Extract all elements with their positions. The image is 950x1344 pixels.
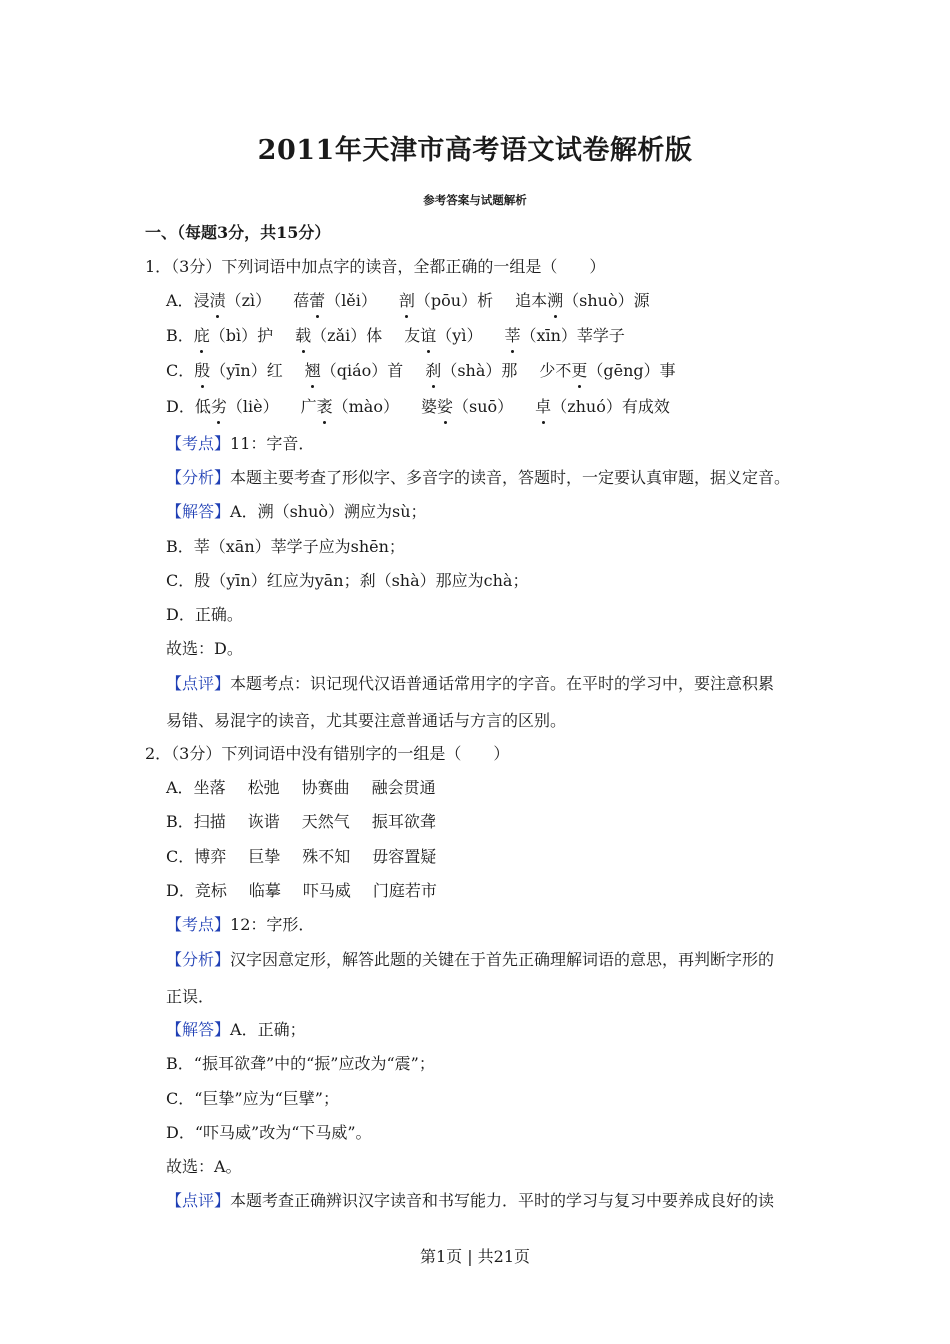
dotted-char: 谊 [420,326,437,345]
dianping-text: 本题考点：识记现代汉语普通话常用字的字音。在平时的学习中，要注意积累 [230,674,775,693]
dotted-char: 庇 [193,326,210,345]
word-part: 广 [300,397,317,416]
word: 毋容置疑 [372,847,437,866]
q1-answer: 故选：D。 [166,639,243,658]
word: 门庭若市 [372,881,437,900]
q2-jieda-d: D．“吓马威”改为“下马威”。 [166,1123,372,1142]
page-footer: 第1页 | 共21页 [419,1247,531,1266]
dianping-text: 本题考查正确辨识汉字读音和书写能力．平时的学习与复习中要养成良好的读 [230,1191,775,1210]
page-subtitle: 参考答案与试题解析 [423,193,527,207]
dotted-char: 渍 [209,291,226,310]
option-label: C． [166,847,195,866]
dotted-char: 溯 [547,291,564,310]
fenxi-text: 本题主要考查了形似字、多音字的读音，答题时，一定要认真审题，据义定音。 [230,468,791,487]
dotted-char: 刹 [425,361,442,380]
q2-answer: 故选：A。 [166,1157,242,1176]
pinyin: （mào） [332,397,399,416]
kaodian-tag: 【考点】 [166,915,231,934]
pinyin: （shà）那 [441,361,518,380]
pinyin: （pōu）析 [414,291,494,310]
dotted-char: 载 [295,326,312,345]
dotted-char: 殷 [194,361,211,380]
section-heading: 一、（每题3分，共15分） [145,223,331,242]
jieda-tag: 【解答】 [166,502,231,521]
jieda-tag: 【解答】 [166,1020,231,1039]
word-part: 追本 [515,291,548,310]
jieda-text: A．溯（shuò）溯应为sù； [230,502,427,521]
q1-dianping-cont: 易错、易混字的读音，尤其要注意普通话与方言的区别。 [166,711,567,730]
q2-jieda-b: B．“振耳欲聋”中的“振”应改为“震”； [166,1054,435,1073]
dotted-char: 劣 [210,397,227,416]
jieda-text: A．正确； [230,1020,306,1039]
pinyin: （shuò）源 [563,291,650,310]
q1-jieda-d: D．正确。 [166,605,243,624]
dotted-char: 翘 [304,361,321,380]
pinyin: （yīn）红 [210,361,283,380]
dotted-char: 蕾 [309,291,326,310]
pinyin: （liè） [226,397,279,416]
word: 天然气 [301,812,350,831]
q2-stem: 2．（3分）下列词语中没有错别字的一组是（ ） [145,744,510,763]
q2-dianping [166,1190,774,1212]
word: 融会贯通 [371,778,436,797]
word-part: 婆 [420,397,437,416]
option-label: B． [166,326,194,345]
pinyin: （zì） [225,291,272,310]
word: 博弈 [194,847,227,866]
q1-option-d [166,396,670,418]
word: 诙谐 [247,812,280,831]
pinyin: （qiáo）首 [320,361,404,380]
dotted-char: 剖 [398,291,415,310]
fenxi-tag: 【分析】 [166,468,231,487]
word-part: 浸 [193,291,210,310]
q1-dianping [166,673,774,695]
word-part: 少不 [539,361,572,380]
option-label: D． [166,881,195,900]
pinyin: （suō） [453,397,514,416]
word: 扫描 [193,812,226,831]
q2-option-b [166,811,436,833]
q1-jieda [166,501,427,523]
q2-fenxi-cont: 正误． [166,987,215,1006]
option-label: A． [166,778,194,797]
word-part: 蓓 [293,291,310,310]
option-label: D． [166,397,195,416]
q1-jieda-b: B．莘（xān）莘学子应为shēn； [166,537,405,556]
dianping-tag: 【点评】 [166,674,231,693]
dotted-char: 更 [571,361,588,380]
word: 坐落 [193,778,226,797]
q2-fenxi [166,949,774,971]
q1-option-c [166,360,676,382]
pinyin: （gēng）事 [587,361,676,380]
q2-jieda-c: C．“巨挚”应为“巨擘”； [166,1089,339,1108]
fenxi-tag: 【分析】 [166,950,231,969]
q2-option-d [166,880,437,902]
word: 竞标 [194,881,227,900]
pinyin: （yì） [436,326,483,345]
page-title: 2011年天津市高考语文试卷解析版 [257,135,693,166]
word-part: 友 [404,326,421,345]
kaodian-text: 11：字音． [230,434,315,453]
fenxi-text: 汉字因意定形，解答此题的关键在于首先正确理解词语的意思，再判断字形的 [230,950,775,969]
kaodian-tag: 【考点】 [166,434,231,453]
word-part: 低 [194,397,211,416]
pinyin: （lěi） [325,291,377,310]
dotted-char: 卓 [535,397,552,416]
q1-stem: 1．（3分）下列词语中加点字的读音，全都正确的一组是（ ） [145,257,606,276]
word: 临摹 [248,881,281,900]
dotted-char: 娑 [437,397,454,416]
dianping-tag: 【点评】 [166,1191,231,1210]
word: 振耳欲聋 [371,812,436,831]
q1-kaodian [166,433,314,455]
word: 协赛曲 [301,778,350,797]
word: 吓马威 [302,881,351,900]
word: 巨挚 [248,847,281,866]
q2-option-c [166,846,436,868]
dotted-char: 莘 [504,326,521,345]
kaodian-text: 12：字形． [230,915,315,934]
q1-option-a [166,290,650,312]
pinyin: （xīn）莘学子 [520,326,625,345]
q1-jieda-c: C．殷（yīn）红应为yān；刹（shà）那应为chà； [166,571,529,590]
word: 殊不知 [302,847,351,866]
word: 松弛 [247,778,280,797]
pinyin: （zǎi）体 [311,326,383,345]
q2-kaodian [166,914,314,936]
q2-jieda [166,1019,306,1041]
q2-option-a [166,777,436,799]
dotted-char: 袤 [316,397,333,416]
q1-option-b [166,325,625,347]
pinyin: （bì）护 [209,326,274,345]
option-label: A． [166,291,194,310]
pinyin: （zhuó）有成效 [551,397,670,416]
q1-fenxi [166,467,790,489]
option-label: C． [166,361,195,380]
option-label: B． [166,812,194,831]
